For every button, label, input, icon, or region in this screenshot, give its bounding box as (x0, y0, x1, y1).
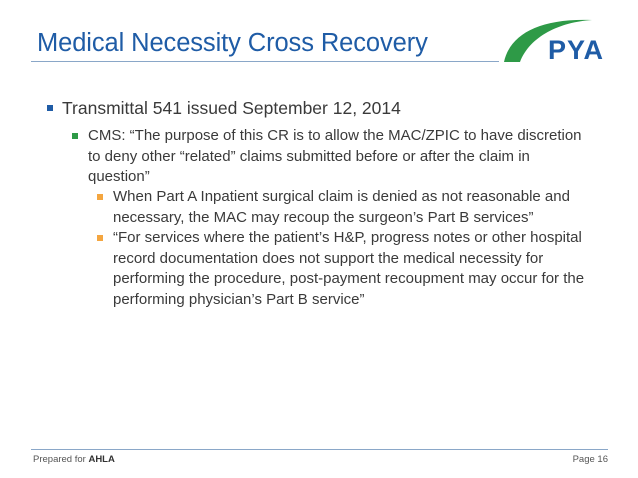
bullet-level3: When Part A Inpatient surgical claim is denied as not reasonable and necessary, the MAC may recoup the surgeon’s Part B services” (113, 188, 570, 226)
square-bullet-icon (97, 194, 103, 200)
prepared-for-org: AHLA (88, 454, 115, 465)
slide-title: Medical Necessity Cross Recovery (37, 29, 428, 57)
bullet-level1: Transmittal 541 issued September 12, 2014 (62, 98, 401, 118)
page-number: Page 16 (572, 454, 608, 465)
pya-logo-text: PYA (548, 35, 605, 65)
title-divider (31, 61, 499, 62)
footer-divider (31, 449, 608, 450)
footer-prepared-for (33, 454, 115, 465)
square-bullet-icon (97, 235, 103, 241)
square-bullet-icon (72, 133, 78, 139)
square-bullet-icon (47, 105, 53, 111)
bullet-level3: “For services where the patient’s H&P, progress notes or other hospital record documentation does not support the medical necessity for performing the procedure, post-payment recoupment may occur for the performing physician’s Part B service” (113, 229, 585, 308)
bullet-level2: CMS: “The purpose of this CR is to allow the MAC/ZPIC to have discretion to deny other “related” claims submitted before or after the claim in question” (88, 127, 582, 185)
prepared-for-label: Prepared for (33, 454, 86, 465)
